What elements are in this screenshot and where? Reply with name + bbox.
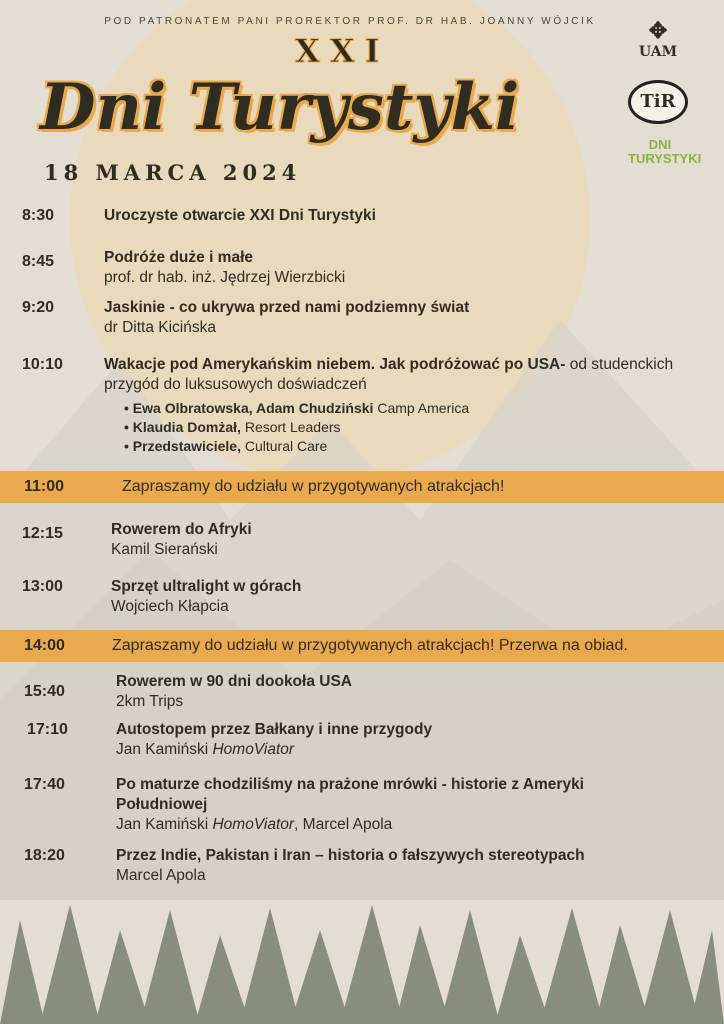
break-text: Zapraszamy do udziału w przygotywanych atrakcjach! Przerwa na obiad.	[112, 637, 628, 654]
item-speaker: prof. dr hab. inż. Jędrzej Wierzbicki	[104, 269, 346, 286]
item-time: 9:20	[22, 299, 55, 316]
speaker-bullet: • Przedstawiciele, Cultural Care	[124, 437, 694, 456]
patron-text: POD PATRONATEM PANI PROREKTOR PROF. DR HAB. JOANNY WÓJCIK	[104, 16, 596, 27]
item-speaker: dr Ditta Kicińska	[104, 319, 216, 336]
item-title: Rowerem do Afryki	[111, 521, 252, 538]
item-time: 10:10	[22, 356, 63, 373]
item-time: 15:40	[24, 683, 65, 700]
item-speaker: Jan Kamiński	[116, 816, 213, 833]
item-title: Jaskinie - co ukrywa przed nami podziemny świat	[104, 299, 470, 316]
item-title-rest: od studenckich przygód do luksusowych doświadczeń	[104, 356, 674, 393]
item-title: Po maturze chodziliśmy na prażone mrówki - historie z Ameryki Południowej	[116, 776, 584, 813]
dni-turystyki-logo: DNI TURYSTYKI	[628, 137, 702, 166]
speaker-bullet: • Klaudia Domżał, Resort Leaders	[124, 418, 694, 437]
item-speaker-org: HomoViator	[212, 741, 295, 758]
break-text: Zapraszamy do udziału w przygotywanych atrakcjach!	[122, 478, 505, 495]
item-speaker: Kamil Sierański	[111, 541, 218, 558]
item-speaker-org: HomoViator	[212, 816, 295, 833]
item-time: 11:00	[24, 478, 65, 495]
item-time: 17:10	[27, 721, 68, 738]
tir-logo: TiR	[628, 80, 688, 124]
item-title: Przez Indie, Pakistan i Iran – historia o fałszywych stereotypach	[116, 847, 585, 864]
uam-logo: ✥ UAM	[638, 18, 678, 60]
edition-number: XXI	[295, 32, 390, 70]
item-speaker: Marcel Apola	[116, 867, 206, 884]
item-title: Uroczyste otwarcie XXI Dni Turystyki	[104, 207, 376, 224]
speaker-bullet: • Ewa Olbratowska, Adam Chudziński Camp America	[124, 399, 694, 418]
event-title: Dni Turystyki	[40, 70, 520, 145]
item-speaker: 2km Trips	[116, 693, 184, 710]
item-title: Rowerem w 90 dni dookoła USA	[116, 673, 352, 690]
item-time: 8:45	[22, 253, 55, 270]
item-time: 12:15	[22, 525, 63, 542]
forest-illustration	[0, 900, 724, 1024]
item-speaker: Wojciech Kłapcia	[111, 598, 229, 615]
item-time: 8:30	[22, 207, 55, 224]
item-title: Autostopem przez Bałkany i inne przygody	[116, 721, 433, 738]
break-band	[0, 471, 724, 503]
item-time: 18:20	[24, 847, 65, 864]
item-title: Podróże duże i małe	[104, 249, 254, 266]
item-time: 13:00	[22, 578, 63, 595]
event-date: 18 MARCA 2024	[44, 160, 302, 185]
break-band	[0, 630, 724, 662]
item-time: 14:00	[24, 637, 65, 654]
item-speaker-rest: , Marcel Apola	[294, 816, 393, 833]
item-speaker: Jan Kamiński	[116, 741, 213, 758]
item-title: Sprzęt ultralight w górach	[111, 578, 302, 595]
item-time: 17:40	[24, 776, 65, 793]
item-title: Wakacje pod Amerykańskim niebem. Jak podróżować po USA-	[104, 356, 566, 373]
